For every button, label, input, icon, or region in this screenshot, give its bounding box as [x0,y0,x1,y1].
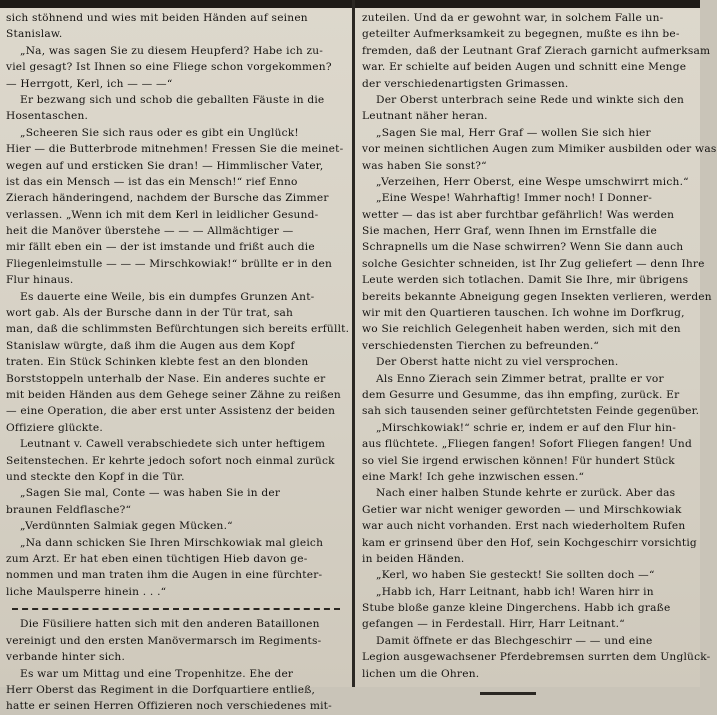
right-column-text-line: sah sich tausenden seiner gefürchtetsten Feinde gegenüber. [362,405,700,418]
left-column-text-line: Hier — die Butterbrode mitnehmen! Fressen Sie die meinet- [6,143,344,156]
left-column-text-line: mit beiden Händen aus dem Gehege seiner Zähne zu reißen [6,388,341,401]
right-column-text-line: „Mirschkowiak!“ schrie er, indem er auf den Flur hin- [376,421,677,434]
left-column-text-line: Flur hinaus. [6,274,74,287]
left-column-text-line: „Scheeren Sie sich raus oder es gibt ein Unglück! [20,126,299,139]
end-rule [362,682,696,698]
left-column-text-line: Es war um Mittag und eine Tropenhitze. Ehe der [20,667,294,680]
left-column-text-line: heit die Manöver überstehe — — — Allmächtiger — [6,225,294,238]
left-column-text-line: Zierach händeringend, nachdem der Bursche das Zimmer [6,192,329,205]
right-column-text-line: Damit öffnete er das Blechgeschirr — — und eine [376,634,653,647]
right-column-text-line: Nach einer halben Stunde kehrte er zurück. Aber das [376,487,676,500]
left-column-text-line: traten. Ein Stück Schinken klebte fest an den blonden [6,356,309,369]
left-column-text-line: „Na dann schicken Sie Ihren Mirschkowiak mal gleich [20,536,324,549]
column-divider [352,0,355,687]
right-column-text-line: in beiden Händen. [362,552,465,565]
left-column-text-line: Er bezwang sich und schob die geballten Fäuste in die [20,93,325,106]
left-column-text-line: „Na, was sagen Sie zu diesem Heupferd? Habe ich zu- [20,44,324,57]
right-column [362,10,717,698]
right-column-text-line: Als Enno Zierach sein Zimmer betrat, prallte er vor [376,372,664,385]
right-column-text-line: Leute werden sich totlachen. Damit Sie Ihre, mir übrigens [362,274,689,287]
right-column-text-line: eine Mark! Ich gehe inzwischen essen.“ [362,470,585,483]
left-column-text-line: Herr Oberst das Regiment in die Dorfquartiere entließ, [6,684,316,697]
right-column-text-line: vor meinen sichtlichen Augen zum Mimiker ausbilden oder was [362,143,717,156]
left-column-text-line: wort gab. Als der Bursche dann in der Tür trat, sah [6,307,294,320]
header-rule [0,0,700,8]
left-column-text-line: Leutnant v. Cawell verabschiedete sich unter heftigem [20,438,326,451]
left-column-text-line: mir fällt eben ein — der ist imstande und frißt auch die [6,241,315,254]
left-column-text-line: Offiziere glückte. [6,421,103,434]
right-column-text-line: aus flüchtete. „Fliegen fangen! Sofort Fliegen fangen! Und [362,438,692,451]
left-column-text-line: nommen und man traten ihm die Augen in eine fürchter- [6,569,323,582]
right-column-text-line: Stube bloße ganze kleine Dingerchens. Habb ich graße [362,602,671,615]
left-column-text-line: sich stöhnend und wies mit beiden Händen auf seinen [6,12,308,24]
right-column-text-line: Schrapnells um die Nase schwirren? Wenn Sie dann auch [362,241,684,254]
left-column-text-line: Fliegenleimstulle — — — Mirschkowiak!“ brüllte er in den [6,257,333,270]
left-column-text-line: liche Maulsperre hinein . . .“ [6,585,167,598]
left-column-text-line: Es dauerte eine Weile, bis ein dumpfes Grunzen Ant- [20,290,315,303]
right-column-text-line: der verschiedenartigsten Grimassen. [362,77,569,90]
right-column-text-line: war auch nicht vorhanden. Erst nach wiederholtem Rufen [362,520,686,533]
right-column-text-line: wo Sie reichlich Gelegenheit haben werden, sich mit den [362,323,681,336]
left-column-text-line: „Sagen Sie mal, Conte — was haben Sie in der [20,487,281,500]
left-column-text-line: Stanislaw würgte, daß ihm die Augen aus dem Kopf [6,339,295,352]
left-column-text-line: hatte er seinen Herren Offizieren noch verschiedenes mit- [6,700,332,713]
right-column-text-line: zuteilen. Und da er gewohnt war, in solchem Falle un- [362,12,664,24]
right-column-text-line: kam er grinsend über den Hof, sein Kochgeschirr vorsichtig [362,536,697,549]
right-column-text-line: verschiedensten Tierchen zu befreunden.“ [362,339,600,352]
right-column-text-line: solche Gesichter schneiden, ist Ihr Zug geliefert — denn Ihre [362,257,705,270]
left-column-text-line: „Verdünnten Salmiak gegen Mücken.“ [20,520,233,533]
right-column-text-line: „Kerl, wo haben Sie gesteckt! Sie sollten doch —“ [376,569,655,582]
right-column-text-line: „Eine Wespe! Wahrhaftig! Immer noch! I Donner- [376,192,653,205]
right-column-text-line: „Sagen Sie mal, Herr Graf — wollen Sie sich hier [376,126,651,139]
right-column-text-line: wetter — das ist aber furchtbar gefährlich! Was werden [362,208,675,221]
right-column-text-line: Sie machen, Herr Graf, wenn Ihnen im Ernstfalle die [362,225,658,238]
right-column-text-line: lichen um die Ohren. [362,667,480,680]
left-column-text-line: — Herrgott, Kerl, ich — — —“ [6,77,173,90]
left-column [6,10,350,715]
left-column-text-line: zum Arzt. Er hat eben einen tüchtigen Hieb davon ge- [6,552,308,565]
left-column-text-line: ist das ein Mensch — ist das ein Mensch!“ rief Enno [6,175,298,188]
left-column-text-line: — eine Operation, die aber erst unter Assistenz der beiden [6,405,336,418]
right-column-text-line: war. Er schielte auf beiden Augen und schnitt eine Menge [362,61,687,74]
left-column-text-line: verbande hinter sich. [6,651,126,664]
right-column-text-line: geteilter Aufmerksamkeit zu begegnen, mußte es ihn be- [362,28,680,41]
left-column-text-line: viel gesagt? Ist Ihnen so eine Fliege schon vorgekommen? [6,61,332,74]
right-column-text-line: wir mit den Quartieren tauschen. Ich wohne im Dorfkrug, [362,307,685,320]
right-column-text-line: „Verzeihen, Herr Oberst, eine Wespe umschwirrt mich.“ [376,175,689,188]
left-column-text-line: Stanislaw. [6,28,63,41]
scene-break-rule [6,600,346,616]
left-column-text-line: man, daß die schlimmsten Befürchtungen sich bereits erfüllt. [6,323,350,336]
left-column-text-line: Hosentaschen. [6,110,89,123]
right-column-text-line: gefangen — in Ferdestall. Hirr, Harr Leitnant.“ [362,618,625,631]
right-column-text-line: Der Oberst hatte nicht zu viel versprochen. [376,356,619,369]
right-column-text-line: Getier war nicht weniger geworden — und Mirschkowiak [362,503,682,516]
left-column-text-line: und steckte den Kopf in die Tür. [6,470,185,483]
left-column-text-line: vereinigt und den ersten Manövermarsch im Regiments- [6,634,322,647]
right-column-text-line: dem Gesurre und Gesumme, das ihn empfing, zurück. Er [362,388,680,401]
right-column-text-line: Der Oberst unterbrach seine Rede und winkte sich den [376,93,685,106]
right-column-text-line: so viel Sie irgend erwischen können! Für hundert Stück [362,454,675,467]
left-column-text-line: Borststoppeln unterhalb der Nase. Ein anderes suchte er [6,372,326,385]
left-column-text-line: verlassen. „Wenn ich mit dem Kerl in leidlicher Gesund- [6,208,319,221]
right-column-text-line: fremden, daß der Leutnant Graf Zierach garnicht aufmerksam [362,44,711,57]
left-column-text-line: braunen Feldflasche?“ [6,503,132,516]
right-column-text-line: bereits bekannte Abneigung gegen Insekten verlieren, werden [362,290,712,303]
right-column-text-line: „Habb ich, Harr Leitnant, habb ich! Waren hirr in [376,585,654,598]
right-column-text-line: Legion ausgewachsener Pferdebremsen surrten dem Unglück- [362,651,711,664]
left-column-text-line: Die Füsiliere hatten sich mit den anderen Bataillonen [20,618,320,631]
right-column-text-line: was haben Sie sonst?“ [362,159,487,172]
right-column-text-line: Leutnant näher heran. [362,110,488,123]
left-column-text-line: Seitenstechen. Er kehrte jedoch sofort noch einmal zurück [6,454,335,467]
left-column-text-line: wegen auf und ersticken Sie dran! — Himmlischer Vater, [6,159,324,172]
